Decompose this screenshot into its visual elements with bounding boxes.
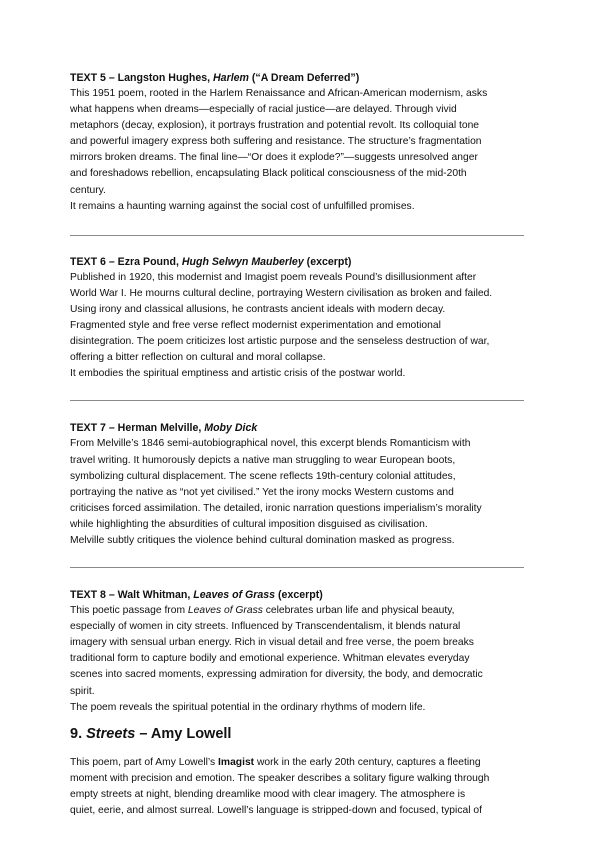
text-8-heading: TEXT 8 – Walt Whitman, Leaves of Grass (excerpt) [70,589,323,602]
text-6-heading: TEXT 6 – Ezra Pound, Hugh Selwyn Mauberley (excerpt) [70,255,352,268]
text-5-entry [70,70,532,215]
divider [70,235,524,236]
section-9-body: This poem, part of Amy Lowell’s Imagist work in the early 20th century, captures a fleeting moment with precision and emotion. The speaker describes a solitary figure walking through empty streets at night, blending dreamlike mood with clear imagery. The atmosphere is quiet, eerie, and almost surreal. Lowell’s language is stripped-down and focused, typical of [70,756,490,816]
text-7-heading: TEXT 7 – Herman Melville, Moby Dick [70,422,258,435]
text-8-inline-title: Leaves of Grass [187,605,263,617]
text-6-work-title: Hugh Selwyn Mauberley [181,255,304,268]
text-5-body: This 1951 poem, rooted in the Harlem Renaissance and African-American modernism, asks what happens when dreams—especially of racial justice—are delayed. Through vivid metaphors (decay, explosion), it portrays frustration and potential revolt. Its colloquial tone and powerful imagery express both suffering and resistance. The structure’s fragmentation mirrors broken dreams. The final line—“Or does it explode?”—suggests unresolved anger and foreshadows rebellion, encapsulating Black political consciousness of the mid-20th century. [70,88,488,196]
text-8-body: This poetic passage from Leaves of Grass celebrates urban life and physical beauty, especially of women in city streets. Influenced by Transcendentalism, it blends natural imagery with sensual urban energy. Rich in visual detail and free verse, the poem breaks traditional form to capture bodily and emotional experience. Whitman elevates everyday scenes into sacred moments, expressing admiration for diversity, the body, and democratic spirit. [70,605,483,697]
text-8-closing: The poem reveals the spiritual potential in the ordinary rhythms of modern life. [70,701,426,713]
divider [70,400,524,401]
text-7-entry [70,420,532,549]
text-8-work-title: Leaves of Grass [193,589,276,602]
text-7-closing: Melville subtly critiques the violence behind cultural domination masked as progress. [70,534,455,546]
text-7-body: From Melville’s 1846 semi-autobiographical novel, this excerpt blends Romanticism with travel writing. It humorously depicts a native man struggling to wear European boots, symbolizing cultural displacement. The scene reflects 19th-century colonial attitudes, portraying the native as “not yet civilised.” Yet the irony mocks Western customs and criticises forced assimilation. The detailed, ironic narration questions imperialism’s morality while highlighting the absurdities of cultural imposition disguised as civilisation. [70,438,482,530]
text-8-entry [70,587,532,716]
text-7-work-title: Moby Dick [204,422,258,435]
section-9-heading: 9. Streets – Amy Lowell [70,725,232,742]
divider [70,567,524,568]
text-5-work-title: Harlem [213,72,249,84]
document-page [70,70,532,819]
text-6-entry [70,254,532,383]
section-9 [70,724,532,819]
text-5-closing: It remains a haunting warning against the social cost of unfulfilled promises. [70,200,415,212]
text-6-body: Published in 1920, this modernist and Imagist poem reveals Pound’s disillusionment after World War I. He mourns cultural decline, portraying Western civilisation as broken and failed. Using irony and classical allusions, he contrasts ancient ideals with modern decay. Fragmented style and free verse reflect modernist experimentation and emotional disintegration. The poem criticizes lost artistic purpose and the senseless destruction of war, offering a bitter reflection on cultural and moral collapse. [70,271,493,364]
section-9-work-title: Streets [86,725,136,742]
text-6-closing: It embodies the spiritual emptiness and artistic crisis of the postwar world. [70,368,406,380]
section-9-bold-term: Imagist [218,756,255,768]
text-5-heading: TEXT 5 – Langston Hughes, Harlem (“A Dream Deferred”) [70,72,360,84]
